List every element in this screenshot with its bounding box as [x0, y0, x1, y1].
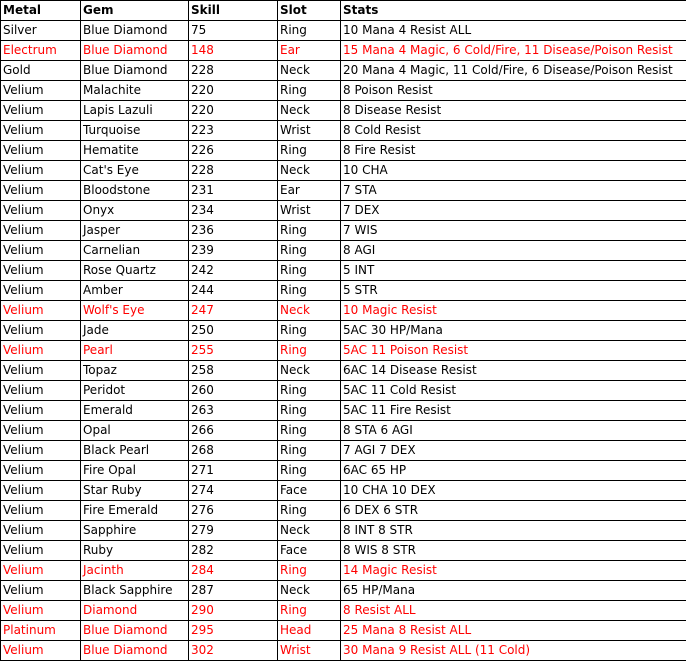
cell-gem: Malachite — [81, 81, 189, 101]
cell-metal: Velium — [1, 141, 81, 161]
cell-slot: Ring — [278, 81, 341, 101]
cell-metal: Velium — [1, 461, 81, 481]
cell-stats: 8 AGI — [341, 241, 686, 261]
cell-metal: Velium — [1, 261, 81, 281]
cell-metal: Velium — [1, 181, 81, 201]
cell-slot: Ring — [278, 241, 341, 261]
cell-slot: Neck — [278, 61, 341, 81]
cell-skill: 266 — [189, 421, 278, 441]
cell-stats: 30 Mana 9 Resist ALL (11 Cold) — [341, 641, 686, 661]
cell-gem: Amber — [81, 281, 189, 301]
cell-stats: 6AC 14 Disease Resist — [341, 361, 686, 381]
table-row — [1, 561, 686, 581]
table-row — [1, 181, 686, 201]
table-row — [1, 321, 686, 341]
header-slot: Slot — [278, 1, 341, 21]
cell-gem: Black Pearl — [81, 441, 189, 461]
cell-slot: Wrist — [278, 201, 341, 221]
cell-gem: Topaz — [81, 361, 189, 381]
cell-slot: Ring — [278, 281, 341, 301]
cell-skill: 228 — [189, 161, 278, 181]
cell-stats: 65 HP/Mana — [341, 581, 686, 601]
cell-slot: Neck — [278, 521, 341, 541]
cell-stats: 10 Magic Resist — [341, 301, 686, 321]
cell-gem: Blue Diamond — [81, 21, 189, 41]
cell-metal: Velium — [1, 521, 81, 541]
cell-skill: 220 — [189, 101, 278, 121]
cell-metal: Velium — [1, 501, 81, 521]
cell-skill: 268 — [189, 441, 278, 461]
cell-stats: 6AC 65 HP — [341, 461, 686, 481]
cell-slot: Neck — [278, 581, 341, 601]
cell-metal: Velium — [1, 321, 81, 341]
cell-metal: Velium — [1, 441, 81, 461]
table-body — [1, 21, 686, 661]
cell-slot: Ring — [278, 221, 341, 241]
cell-metal: Velium — [1, 121, 81, 141]
cell-stats: 7 DEX — [341, 201, 686, 221]
table-row — [1, 521, 686, 541]
table-row — [1, 241, 686, 261]
cell-slot: Ring — [278, 341, 341, 361]
cell-gem: Fire Emerald — [81, 501, 189, 521]
cell-stats: 20 Mana 4 Magic, 11 Cold/Fire, 6 Disease/Poison Resist — [341, 61, 686, 81]
cell-metal: Velium — [1, 81, 81, 101]
cell-metal: Velium — [1, 161, 81, 181]
cell-slot: Ring — [278, 421, 341, 441]
cell-skill: 236 — [189, 221, 278, 241]
header-gem: Gem — [81, 1, 189, 21]
cell-stats: 10 CHA 10 DEX — [341, 481, 686, 501]
cell-metal: Velium — [1, 361, 81, 381]
cell-metal: Velium — [1, 241, 81, 261]
cell-skill: 231 — [189, 181, 278, 201]
cell-gem: Turquoise — [81, 121, 189, 141]
cell-gem: Blue Diamond — [81, 641, 189, 661]
cell-skill: 287 — [189, 581, 278, 601]
table-row — [1, 61, 686, 81]
cell-skill: 75 — [189, 21, 278, 41]
cell-gem: Fire Opal — [81, 461, 189, 481]
table-row — [1, 301, 686, 321]
cell-gem: Rose Quartz — [81, 261, 189, 281]
cell-metal: Velium — [1, 381, 81, 401]
header-stats: Stats — [341, 1, 686, 21]
cell-stats: 10 Mana 4 Resist ALL — [341, 21, 686, 41]
header-metal: Metal — [1, 1, 81, 21]
cell-gem: Lapis Lazuli — [81, 101, 189, 121]
cell-gem: Pearl — [81, 341, 189, 361]
cell-stats: 6 DEX 6 STR — [341, 501, 686, 521]
cell-skill: 148 — [189, 41, 278, 61]
cell-skill: 220 — [189, 81, 278, 101]
cell-skill: 228 — [189, 61, 278, 81]
table-row — [1, 581, 686, 601]
cell-gem: Carnelian — [81, 241, 189, 261]
cell-gem: Jasper — [81, 221, 189, 241]
cell-skill: 234 — [189, 201, 278, 221]
table-row — [1, 21, 686, 41]
cell-gem: Hematite — [81, 141, 189, 161]
cell-skill: 284 — [189, 561, 278, 581]
table-row — [1, 161, 686, 181]
cell-slot: Ring — [278, 601, 341, 621]
cell-slot: Ring — [278, 441, 341, 461]
table-row — [1, 221, 686, 241]
cell-slot: Wrist — [278, 641, 341, 661]
cell-slot: Ring — [278, 381, 341, 401]
table-row — [1, 201, 686, 221]
cell-skill: 295 — [189, 621, 278, 641]
cell-stats: 7 STA — [341, 181, 686, 201]
cell-slot: Ring — [278, 461, 341, 481]
cell-metal: Silver — [1, 21, 81, 41]
cell-metal: Velium — [1, 581, 81, 601]
cell-metal: Velium — [1, 561, 81, 581]
cell-gem: Onyx — [81, 201, 189, 221]
cell-metal: Velium — [1, 301, 81, 321]
cell-skill: 258 — [189, 361, 278, 381]
cell-metal: Gold — [1, 61, 81, 81]
cell-slot: Face — [278, 481, 341, 501]
cell-slot: Ring — [278, 501, 341, 521]
header-row — [1, 1, 686, 21]
cell-slot: Neck — [278, 301, 341, 321]
cell-slot: Head — [278, 621, 341, 641]
cell-skill: 247 — [189, 301, 278, 321]
cell-slot: Ear — [278, 181, 341, 201]
cell-skill: 250 — [189, 321, 278, 341]
table-row — [1, 621, 686, 641]
cell-stats: 7 WIS — [341, 221, 686, 241]
cell-metal: Velium — [1, 401, 81, 421]
cell-skill: 302 — [189, 641, 278, 661]
table-row — [1, 261, 686, 281]
cell-metal: Velium — [1, 221, 81, 241]
cell-slot: Face — [278, 541, 341, 561]
cell-stats: 5AC 11 Fire Resist — [341, 401, 686, 421]
cell-gem: Jacinth — [81, 561, 189, 581]
cell-stats: 8 Resist ALL — [341, 601, 686, 621]
cell-gem: Wolf's Eye — [81, 301, 189, 321]
table-row — [1, 481, 686, 501]
cell-gem: Jade — [81, 321, 189, 341]
cell-gem: Peridot — [81, 381, 189, 401]
table-row — [1, 341, 686, 361]
cell-slot: Ring — [278, 561, 341, 581]
table-row — [1, 101, 686, 121]
cell-gem: Bloodstone — [81, 181, 189, 201]
cell-stats: 8 INT 8 STR — [341, 521, 686, 541]
cell-skill: 242 — [189, 261, 278, 281]
cell-slot: Ring — [278, 261, 341, 281]
table-row — [1, 461, 686, 481]
table-row — [1, 541, 686, 561]
table-row — [1, 501, 686, 521]
cell-skill: 239 — [189, 241, 278, 261]
table-row — [1, 441, 686, 461]
table-row — [1, 281, 686, 301]
cell-gem: Black Sapphire — [81, 581, 189, 601]
cell-metal: Velium — [1, 421, 81, 441]
cell-skill: 260 — [189, 381, 278, 401]
cell-stats: 14 Magic Resist — [341, 561, 686, 581]
table-row — [1, 381, 686, 401]
cell-gem: Blue Diamond — [81, 61, 189, 81]
cell-slot: Wrist — [278, 121, 341, 141]
cell-skill: 263 — [189, 401, 278, 421]
cell-metal: Platinum — [1, 621, 81, 641]
table-row — [1, 641, 686, 661]
cell-stats: 5AC 11 Poison Resist — [341, 341, 686, 361]
cell-metal: Velium — [1, 641, 81, 661]
cell-stats: 8 STA 6 AGI — [341, 421, 686, 441]
cell-metal: Velium — [1, 101, 81, 121]
table-row — [1, 601, 686, 621]
cell-gem: Diamond — [81, 601, 189, 621]
cell-slot: Ear — [278, 41, 341, 61]
cell-metal: Velium — [1, 341, 81, 361]
header-skill: Skill — [189, 1, 278, 21]
cell-skill: 271 — [189, 461, 278, 481]
cell-stats: 8 Poison Resist — [341, 81, 686, 101]
cell-skill: 282 — [189, 541, 278, 561]
cell-skill: 290 — [189, 601, 278, 621]
cell-gem: Cat's Eye — [81, 161, 189, 181]
cell-gem: Star Ruby — [81, 481, 189, 501]
table-row — [1, 401, 686, 421]
table-row — [1, 81, 686, 101]
cell-gem: Sapphire — [81, 521, 189, 541]
cell-stats: 8 Cold Resist — [341, 121, 686, 141]
cell-skill: 279 — [189, 521, 278, 541]
cell-metal: Velium — [1, 201, 81, 221]
cell-gem: Blue Diamond — [81, 621, 189, 641]
cell-skill: 223 — [189, 121, 278, 141]
cell-stats: 7 AGI 7 DEX — [341, 441, 686, 461]
cell-gem: Ruby — [81, 541, 189, 561]
cell-slot: Neck — [278, 361, 341, 381]
cell-skill: 244 — [189, 281, 278, 301]
cell-skill: 255 — [189, 341, 278, 361]
cell-metal: Velium — [1, 481, 81, 501]
cell-metal: Velium — [1, 541, 81, 561]
table-row — [1, 141, 686, 161]
cell-stats: 5AC 11 Cold Resist — [341, 381, 686, 401]
cell-skill: 274 — [189, 481, 278, 501]
cell-gem: Blue Diamond — [81, 41, 189, 61]
cell-stats: 5 INT — [341, 261, 686, 281]
cell-stats: 15 Mana 4 Magic, 6 Cold/Fire, 11 Disease/Poison Resist — [341, 41, 686, 61]
cell-metal: Velium — [1, 601, 81, 621]
cell-stats: 8 WIS 8 STR — [341, 541, 686, 561]
cell-stats: 25 Mana 8 Resist ALL — [341, 621, 686, 641]
cell-slot: Neck — [278, 101, 341, 121]
cell-slot: Ring — [278, 401, 341, 421]
cell-skill: 226 — [189, 141, 278, 161]
cell-skill: 276 — [189, 501, 278, 521]
table-row — [1, 361, 686, 381]
cell-metal: Electrum — [1, 41, 81, 61]
cell-slot: Ring — [278, 141, 341, 161]
cell-stats: 5AC 30 HP/Mana — [341, 321, 686, 341]
table-row — [1, 121, 686, 141]
cell-slot: Ring — [278, 321, 341, 341]
cell-stats: 8 Fire Resist — [341, 141, 686, 161]
cell-gem: Emerald — [81, 401, 189, 421]
cell-stats: 5 STR — [341, 281, 686, 301]
cell-slot: Ring — [278, 21, 341, 41]
cell-metal: Velium — [1, 281, 81, 301]
cell-stats: 8 Disease Resist — [341, 101, 686, 121]
cell-stats: 10 CHA — [341, 161, 686, 181]
cell-gem: Opal — [81, 421, 189, 441]
cell-slot: Neck — [278, 161, 341, 181]
table-row — [1, 41, 686, 61]
table-row — [1, 421, 686, 441]
